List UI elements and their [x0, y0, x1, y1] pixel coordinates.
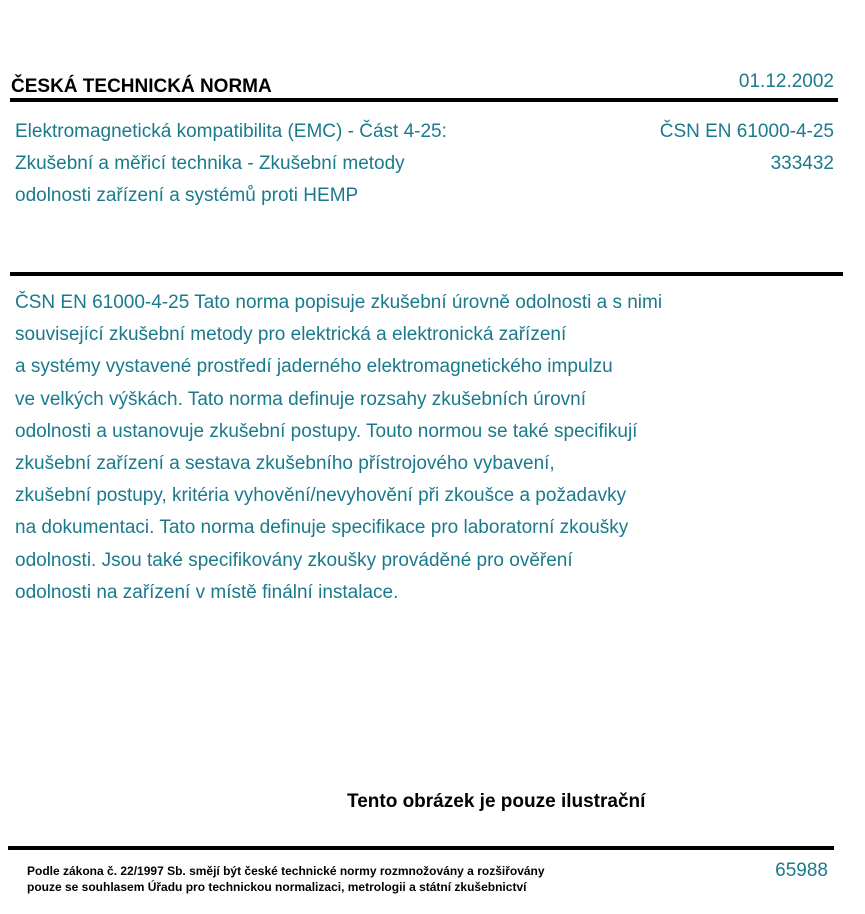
abstract-line: ČSN EN 61000-4-25 Tato norma popisuje zkušební úrovně odolnosti a s nimi: [15, 292, 663, 313]
abstract-line: odolnosti. Jsou také specifikovány zkoušky prováděné pro ověření: [15, 549, 573, 571]
standard-code: ČSN EN 61000-4-25: [659, 121, 834, 142]
copyright-notice: [27, 863, 545, 895]
copyright-line: Podle zákona č. 22/1997 Sb. smějí být české technické normy rozmnožovány a rozšiřovány: [27, 864, 545, 878]
standard-title-line: Zkušební a měřicí technika - Zkušební metody: [15, 153, 405, 174]
standard-title: [15, 116, 447, 212]
abstract-line: odolnosti a ustanovuje zkušební postupy. Touto normou se také specifikují: [15, 420, 638, 442]
abstract-line: ve velkých výškách. Tato norma definuje rozsahy zkušebních úrovní: [15, 388, 586, 410]
publication-date: 01.12.2002: [738, 71, 834, 92]
standard-identifiers: [660, 116, 834, 180]
copyright-line: pouze se souhlasem Úřadu pro technickou normalizaci, metrologii a státní zkušebnictví: [27, 880, 527, 894]
abstract-line: na dokumentaci. Tato norma definuje specifikace pro laboratorní zkoušky: [15, 517, 629, 539]
class-number: 333432: [770, 153, 834, 174]
abstract-text: [15, 287, 662, 609]
standard-title-line: odolnosti zařízení a systémů proti HEMP: [15, 185, 359, 206]
illustration-notice: Tento obrázek je pouze ilustrační: [347, 791, 646, 812]
abstract-line: související zkušební metody pro elektrická a elektronická zařízení: [15, 324, 567, 346]
middle-divider: [10, 272, 843, 276]
document-number: 65988: [775, 860, 828, 881]
bottom-divider: [8, 846, 834, 850]
document-type-heading: ČESKÁ TECHNICKÁ NORMA: [11, 76, 272, 97]
standard-title-line: Elektromagnetická kompatibilita (EMC) - Část 4-25:: [15, 121, 447, 142]
abstract-line: zkušební zařízení a sestava zkušebního přístrojového vybavení,: [15, 453, 555, 475]
abstract-line: odolnosti na zařízení v místě finální instalace.: [15, 581, 399, 603]
top-divider: [10, 98, 838, 102]
abstract-line: zkušební postupy, kritéria vyhovění/nevyhovění při zkoušce a požadavky: [15, 485, 627, 507]
abstract-line: a systémy vystavené prostředí jaderného elektromagnetického impulzu: [15, 356, 613, 378]
